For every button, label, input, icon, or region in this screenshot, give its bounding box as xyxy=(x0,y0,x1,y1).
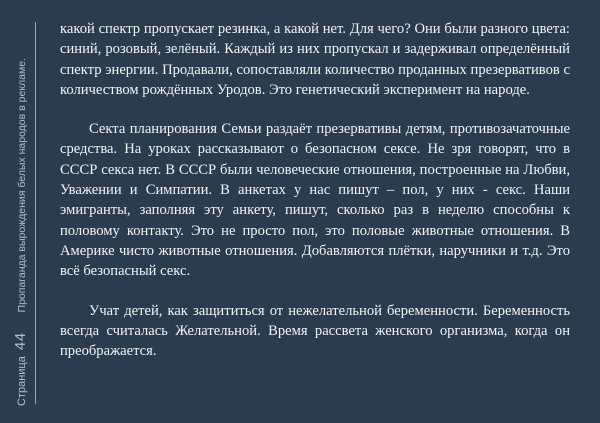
document-title: Пропаганда вырождения белых народов в рекламе. xyxy=(16,58,28,313)
side-header xyxy=(12,20,46,406)
page-number: 44 xyxy=(12,332,29,351)
document-body xyxy=(60,19,570,380)
paragraph-1: какой спектр пропускает резинка, а какой нет. Для чего? Они были разного цвета: синий, розовый, зелёный. Каждый из них пропускал и задерживал определённый спектр энергии. Продавали, сопоставляли количество проданных презервативов с количеством рождённых Уродов. Это генетический эксперимент на народе. xyxy=(60,21,570,98)
page-label: Страница xyxy=(16,356,28,406)
side-header-text xyxy=(12,58,29,406)
paragraph-2: Секта планирования Семьи раздаёт презервативы детям, противозачаточные средства. На уроках рассказывают о безопасном сексе. Не зря говорят, что в СССР секса нет. В СССР были человеческие отношения, построенные на Любви, Уважении и Симпатии. В анкетах у нас пишут – пол, у них - секс. Наши эмигранты, заполняя эту анкету, пишут, сколько раз в неделю способны к половому контакту. Это не просто пол, это половые животные отношения. В Америке чисто животные отношения. Добавляются плётки, наручники и т.д. Это всё безопасный секс. xyxy=(60,121,570,280)
paragraph-3: Учат детей, как защититься от нежелательной беременности. Беременность всегда считалась Желательной. Время рассвета женского организма, когда он преображается. xyxy=(60,302,570,360)
